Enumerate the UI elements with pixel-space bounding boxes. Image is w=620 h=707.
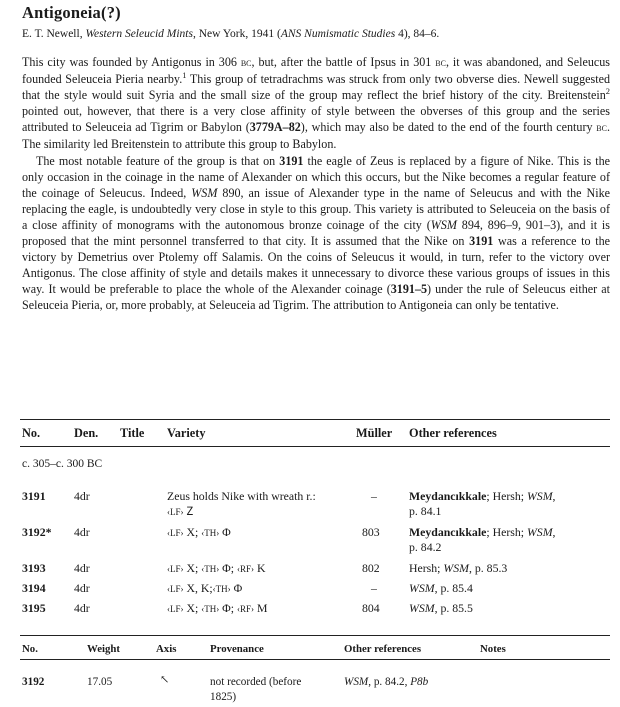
text-run: 1 — [182, 70, 187, 81]
paragraph-1 — [22, 54, 610, 153]
col-header-muller: Müller — [356, 426, 393, 440]
text-run: bc — [435, 57, 446, 69]
table2-top-rule — [20, 635, 610, 636]
text-run: This city was founded by Antigonus in 306 — [22, 55, 241, 69]
ref-wsm: WSM — [344, 676, 369, 688]
text-run: bc — [240, 57, 252, 69]
row-3193-no: 3193 — [22, 561, 46, 575]
col2-header-other-references: Other references — [344, 643, 422, 655]
row-3195-muller: 804 — [362, 601, 380, 615]
text-run: 3191 — [279, 153, 304, 168]
row-3193-other-references — [409, 561, 507, 576]
row-3192-den: 4dr — [74, 525, 90, 539]
text-run: 894, 896–9, 901–3), and it is proposed that the mint personnel transferred to that city. It is assumed that the Nike on — [22, 217, 610, 249]
text-run: ‹LF› — [167, 564, 184, 574]
text-run: ) under the rule of Seleucus either at Seleuceia Pieria, or, more probably, at Seleuceia ad Tigrim. The attribution to Antigoneia can only be tentative. — [22, 282, 610, 313]
row-3191-variety-line1: Zeus holds Nike with wreath r.: — [167, 489, 316, 503]
ref-tail: , p. 85.3 — [468, 561, 508, 575]
ref-hersh: ; Hersh; — [486, 525, 527, 539]
period-text: c. 305–c. 300 BC — [22, 458, 103, 470]
text-run: pointed out, however, that there is a very close affinity of style between the obverses of this group and the series attributed to Seleuceia ad Tigrim or Babylon ( — [22, 104, 610, 135]
ref-meydancikkale: Meydancıkkale — [409, 525, 487, 539]
text-run: This group of tetradrachms was struck from only two obverse dies. Newell suggested that the style would suit Syria and the small size of the group may reflect the brief history of the city. Breitenstein — [22, 72, 610, 103]
col-header-den: Den. — [74, 426, 99, 440]
ref-tail: , p. 85.4 — [434, 581, 473, 595]
col2-header-notes: Notes — [480, 643, 506, 655]
text-run: X; — [183, 561, 202, 575]
col2-header-axis: Axis — [156, 643, 177, 655]
ref-wsm: WSM — [526, 525, 553, 539]
text-run: , but, after the battle of Ipsus in 301 — [251, 55, 436, 69]
text-run: , it was abandoned, and Seleucus founded Seleuceia Pieria nearby. — [22, 55, 611, 87]
text-run: 890, an issue of Alexander type in the name of Seleucus and with the Nike replacing the eagle, is undoubtedly very close in style to this group. This variety is attributed to Seleuceia on the basis of a close affinity of monograms with the autonomous bronze coinage of the city ( — [22, 185, 610, 232]
text-run: ‹RF› — [237, 604, 255, 614]
text-run: was a reference to the victory by Demetrius over Ptolemy off Salamis. On the coins of Seleucus it would, in turn, refer to the victory over Antigonus. The close affinity of style and details makes it unnecessary to divorce these various groups of issues in this way. It would be preferable to place the whole of the Alexander coinage ( — [22, 234, 610, 297]
ref-wsm: WSM — [409, 581, 435, 595]
col-header-title: Title — [120, 426, 145, 440]
row-3193-muller: 802 — [362, 561, 380, 575]
row-3194-no: 3194 — [22, 581, 46, 595]
row2-3192-no: 3192 — [22, 676, 45, 688]
text-run: ‹TH› — [212, 584, 231, 594]
text-run: Φ; — [219, 561, 238, 575]
text-run: Φ — [219, 525, 231, 539]
col2-header-no: No. — [22, 643, 38, 655]
row-3193-den: 4dr — [74, 561, 90, 575]
row-3191-other-references — [409, 489, 556, 518]
row-3191-no: 3191 — [22, 489, 46, 503]
ref-place: , New York, 1941 ( — [192, 28, 281, 40]
col2-header-provenance: Provenance — [210, 643, 264, 655]
text-run: X, K; — [183, 581, 213, 595]
text-run: ‹RF› — [237, 564, 255, 574]
row-3191-variety-line2 — [167, 504, 316, 520]
introduction-text — [22, 54, 610, 314]
page-title: Antigoneia(?) — [22, 3, 121, 22]
text-run: Ⴭ — [186, 503, 194, 518]
text-run: 3191 — [469, 234, 494, 249]
text-run: ), which may also be dated to the end of the fourth century — [300, 120, 597, 135]
row-3195-variety — [167, 601, 267, 617]
text-run: Φ — [230, 581, 243, 595]
row-3192-variety — [167, 525, 231, 541]
row-3194-muller: – — [371, 581, 377, 595]
ref-end: 4), 84–6. — [395, 28, 440, 40]
ref-meydancikkale: Meydancıkkale — [409, 489, 487, 503]
table1-header-rule — [20, 446, 610, 447]
row-3191-den: 4dr — [74, 489, 90, 503]
ref-wsm: WSM — [409, 601, 435, 615]
ref-wsm: WSM — [526, 489, 553, 503]
text-run: the eagle of Zeus is replaced by a figure of Nike. This is the only occasion in the coinage in the name of Alexander on which this occurs, but the Nike becomes a regular feature of the coinage of Seleucus. Indeed, — [22, 153, 610, 200]
ref-p8b: P8b — [410, 676, 429, 688]
ref-wsm: WSM — [443, 561, 469, 575]
row-3194-den: 4dr — [74, 581, 90, 595]
text-run: ‹LF› — [167, 528, 184, 538]
ref-tail: , — [552, 525, 556, 539]
paragraph-2 — [22, 153, 610, 314]
row-3192-muller: 803 — [362, 525, 380, 539]
col-header-other-references: Other references — [409, 426, 497, 440]
row-3195-no: 3195 — [22, 601, 46, 615]
col-header-variety: Variety — [167, 426, 206, 440]
text-run: X; — [183, 525, 202, 539]
ref-tail: , p. 85.5 — [434, 601, 473, 615]
provenance-line2: 1825) — [210, 691, 237, 703]
ref-page: p. 84.2 — [409, 539, 442, 554]
text-run: The most notable feature of the group is that on — [36, 153, 280, 168]
text-run: 3191–5 — [390, 282, 428, 297]
ref-series: ANS Numismatic Studies — [280, 28, 396, 40]
period-label — [22, 458, 102, 470]
row-3194-variety — [167, 581, 242, 597]
row-3192-no: 3192* — [22, 525, 52, 539]
ref-book: Western Seleucid Mints — [85, 28, 193, 40]
text-run: Φ; — [219, 601, 238, 615]
text-run: ‹TH› — [201, 528, 220, 538]
col2-header-weight: Weight — [87, 643, 120, 655]
axis-arrow-icon: ↖ — [160, 674, 170, 686]
text-run: WSM — [430, 217, 457, 232]
text-run: ‹LF› — [167, 584, 184, 594]
row-3191-variety — [167, 489, 316, 519]
text-run: K — [254, 561, 266, 575]
ref-hersh: Hersh; — [409, 561, 444, 575]
text-run: . The similarity led Breitenstein to attribute this group to Babylon. — [22, 120, 610, 152]
table1-top-rule — [20, 419, 610, 420]
text-run: ‹LF› — [167, 604, 184, 614]
ref-tail: , — [552, 489, 556, 503]
reference-line — [22, 28, 439, 40]
row-3193-variety — [167, 561, 266, 577]
text-run: M — [254, 601, 268, 615]
ref-page: , p. 84.2, — [368, 676, 411, 688]
text-run: bc — [596, 122, 607, 135]
row2-3192-other-references — [344, 675, 428, 690]
text-run: ‹TH› — [201, 564, 220, 574]
row2-3192-weight: 17.05 — [87, 676, 113, 688]
text-run: 3779A–82 — [249, 120, 301, 135]
col-header-no: No. — [22, 426, 41, 440]
row-3191-muller: – — [371, 489, 377, 503]
text-run: ‹TH› — [201, 604, 220, 614]
provenance-line1: not recorded (before — [210, 676, 302, 688]
row-3195-den: 4dr — [74, 601, 90, 615]
row-3195-other-references — [409, 601, 473, 616]
ref-page: p. 84.1 — [409, 503, 442, 518]
ref-hersh: ; Hersh; — [486, 489, 527, 503]
text-run: X; — [183, 601, 202, 615]
row-3194-other-references — [409, 581, 473, 596]
text-run: ‹LF› — [167, 506, 184, 517]
ref-author: E. T. Newell, — [22, 28, 86, 40]
row-3192-other-references — [409, 525, 556, 554]
text-run: 2 — [605, 86, 610, 97]
row2-3192-provenance — [210, 675, 301, 705]
text-run: WSM — [191, 185, 218, 200]
table2-header-rule — [20, 659, 610, 660]
